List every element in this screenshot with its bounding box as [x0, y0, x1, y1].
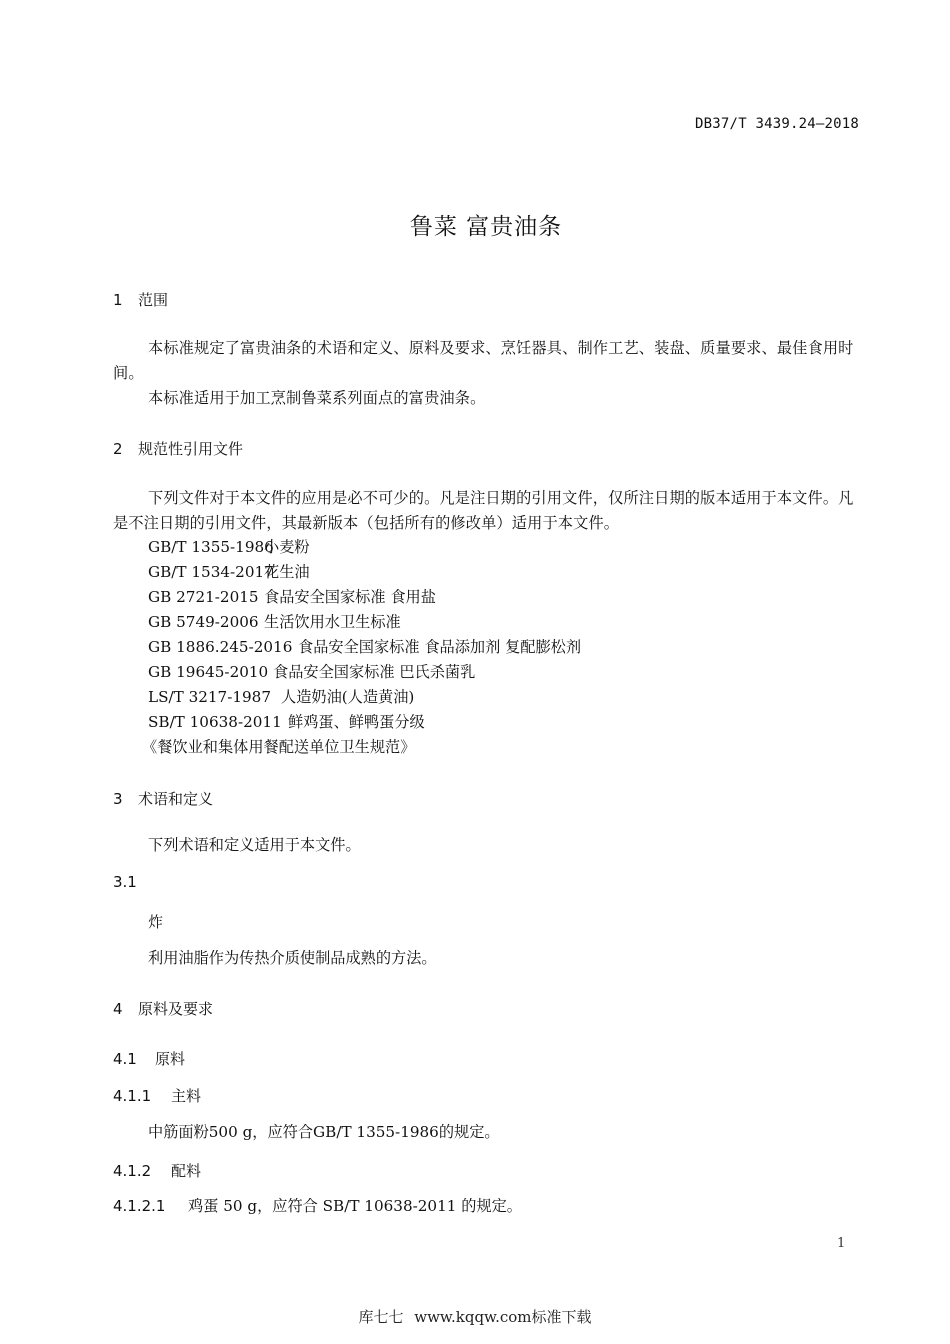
- section-number: 1: [113, 291, 123, 309]
- reference-name: 食品安全国家标准 巴氏杀菌乳: [273, 663, 476, 681]
- reference-name: 生活饮用水卫生标准: [264, 613, 401, 631]
- terms-intro: 下列术语和定义适用于本文件。: [148, 836, 361, 854]
- reference-code: GB/T 1355-1986: [148, 538, 274, 556]
- reference-item: [148, 535, 310, 560]
- page-title: 鲁菜 富贵油条: [409, 214, 563, 240]
- reference-name: 食品安全国家标准 食品添加剂 复配膨松剂: [298, 638, 582, 656]
- reference-name: 人造奶油(人造黄油): [281, 688, 415, 706]
- section-title: 原料: [155, 1050, 186, 1068]
- term-number: 3.1: [113, 873, 137, 891]
- clause-4-1-2-1: [113, 1194, 522, 1219]
- section-number: 2: [113, 440, 123, 458]
- subsection-heading-4-1: [113, 1048, 185, 1069]
- reference-item: [148, 585, 436, 610]
- section-title: 规范性引用文件: [138, 440, 244, 458]
- reference-name: 《餐饮业和集体用餐配送单位卫生规范》: [142, 738, 416, 756]
- section-title: 术语和定义: [138, 790, 214, 808]
- reference-name: 食品安全国家标准 食用盐: [264, 588, 436, 606]
- reference-item: [148, 660, 475, 685]
- clause-number: 4.1.2.1: [113, 1197, 166, 1215]
- section-number: 3: [113, 790, 123, 808]
- section-number: 4.1.2: [113, 1162, 152, 1180]
- document-code: DB37/T 3439.24—2018: [695, 116, 859, 132]
- subsection-heading-4-1-2: [113, 1160, 201, 1181]
- term-name: 炸: [148, 913, 164, 931]
- reference-code: GB/T 1534-2017: [148, 563, 274, 581]
- section-number: 4.1.1: [113, 1087, 152, 1105]
- footer-site-link[interactable]: www.kqqw.com标准下载: [414, 1308, 592, 1326]
- section-heading-4: [113, 998, 213, 1019]
- clause-text: 鸡蛋 50 g，应符合 SB/T 10638-2011 的规定。: [188, 1197, 522, 1215]
- reference-code: LS/T 3217-1987: [148, 688, 271, 706]
- reference-item: [142, 735, 415, 760]
- section-title: 范围: [138, 291, 169, 309]
- section-heading-2: [113, 438, 243, 459]
- section-number: 4: [113, 1000, 123, 1018]
- paragraph-scope-1: 本标准规定了富贵油条的术语和定义、原料及要求、烹饪器具、制作工艺、装盘、质量要求、最佳食用时间。: [113, 339, 854, 382]
- section-number: 4.1: [113, 1050, 137, 1068]
- main-ingredient-text: 中筋面粉500 g，应符合GB/T 1355-1986的规定。: [148, 1123, 500, 1141]
- term-definition: 利用油脂作为传热介质使制品成熟的方法。: [148, 949, 437, 967]
- footer-watermark: [0, 1306, 950, 1327]
- reference-code: GB 5749-2006: [148, 613, 259, 631]
- footer-site-name: 库七七: [358, 1308, 404, 1326]
- page-number: 1: [837, 1236, 846, 1251]
- section-heading-3: [113, 788, 213, 809]
- reference-item: [148, 560, 310, 585]
- paragraph-scope-2: 本标准适用于加工烹制鲁菜系列面点的富贵油条。: [148, 389, 486, 407]
- reference-item: [148, 635, 581, 660]
- reference-name: 鲜鸡蛋、鲜鸭蛋分级: [288, 713, 425, 731]
- section-title: 原料及要求: [138, 1000, 214, 1018]
- section-heading-1: [113, 289, 168, 310]
- reference-name: 花生油: [264, 563, 310, 581]
- reference-item: [148, 610, 401, 635]
- references-intro: 下列文件对于本文件的应用是必不可少的。凡是注日期的引用文件，仅所注日期的版本适用于本文件。凡是不注日期的引用文件，其最新版本（包括所有的修改单）适用于本文件。: [113, 489, 854, 532]
- reference-code: GB 2721-2015: [148, 588, 259, 606]
- section-title: 配料: [171, 1162, 202, 1180]
- reference-item: [148, 685, 414, 710]
- section-title: 主料: [171, 1087, 202, 1105]
- reference-name: 小麦粉: [264, 538, 310, 556]
- reference-item: [148, 710, 425, 735]
- subsection-heading-4-1-1: [113, 1085, 201, 1106]
- reference-code: GB 19645-2010: [148, 663, 269, 681]
- reference-code: GB 1886.245-2016: [148, 638, 293, 656]
- reference-code: SB/T 10638-2011: [148, 713, 282, 731]
